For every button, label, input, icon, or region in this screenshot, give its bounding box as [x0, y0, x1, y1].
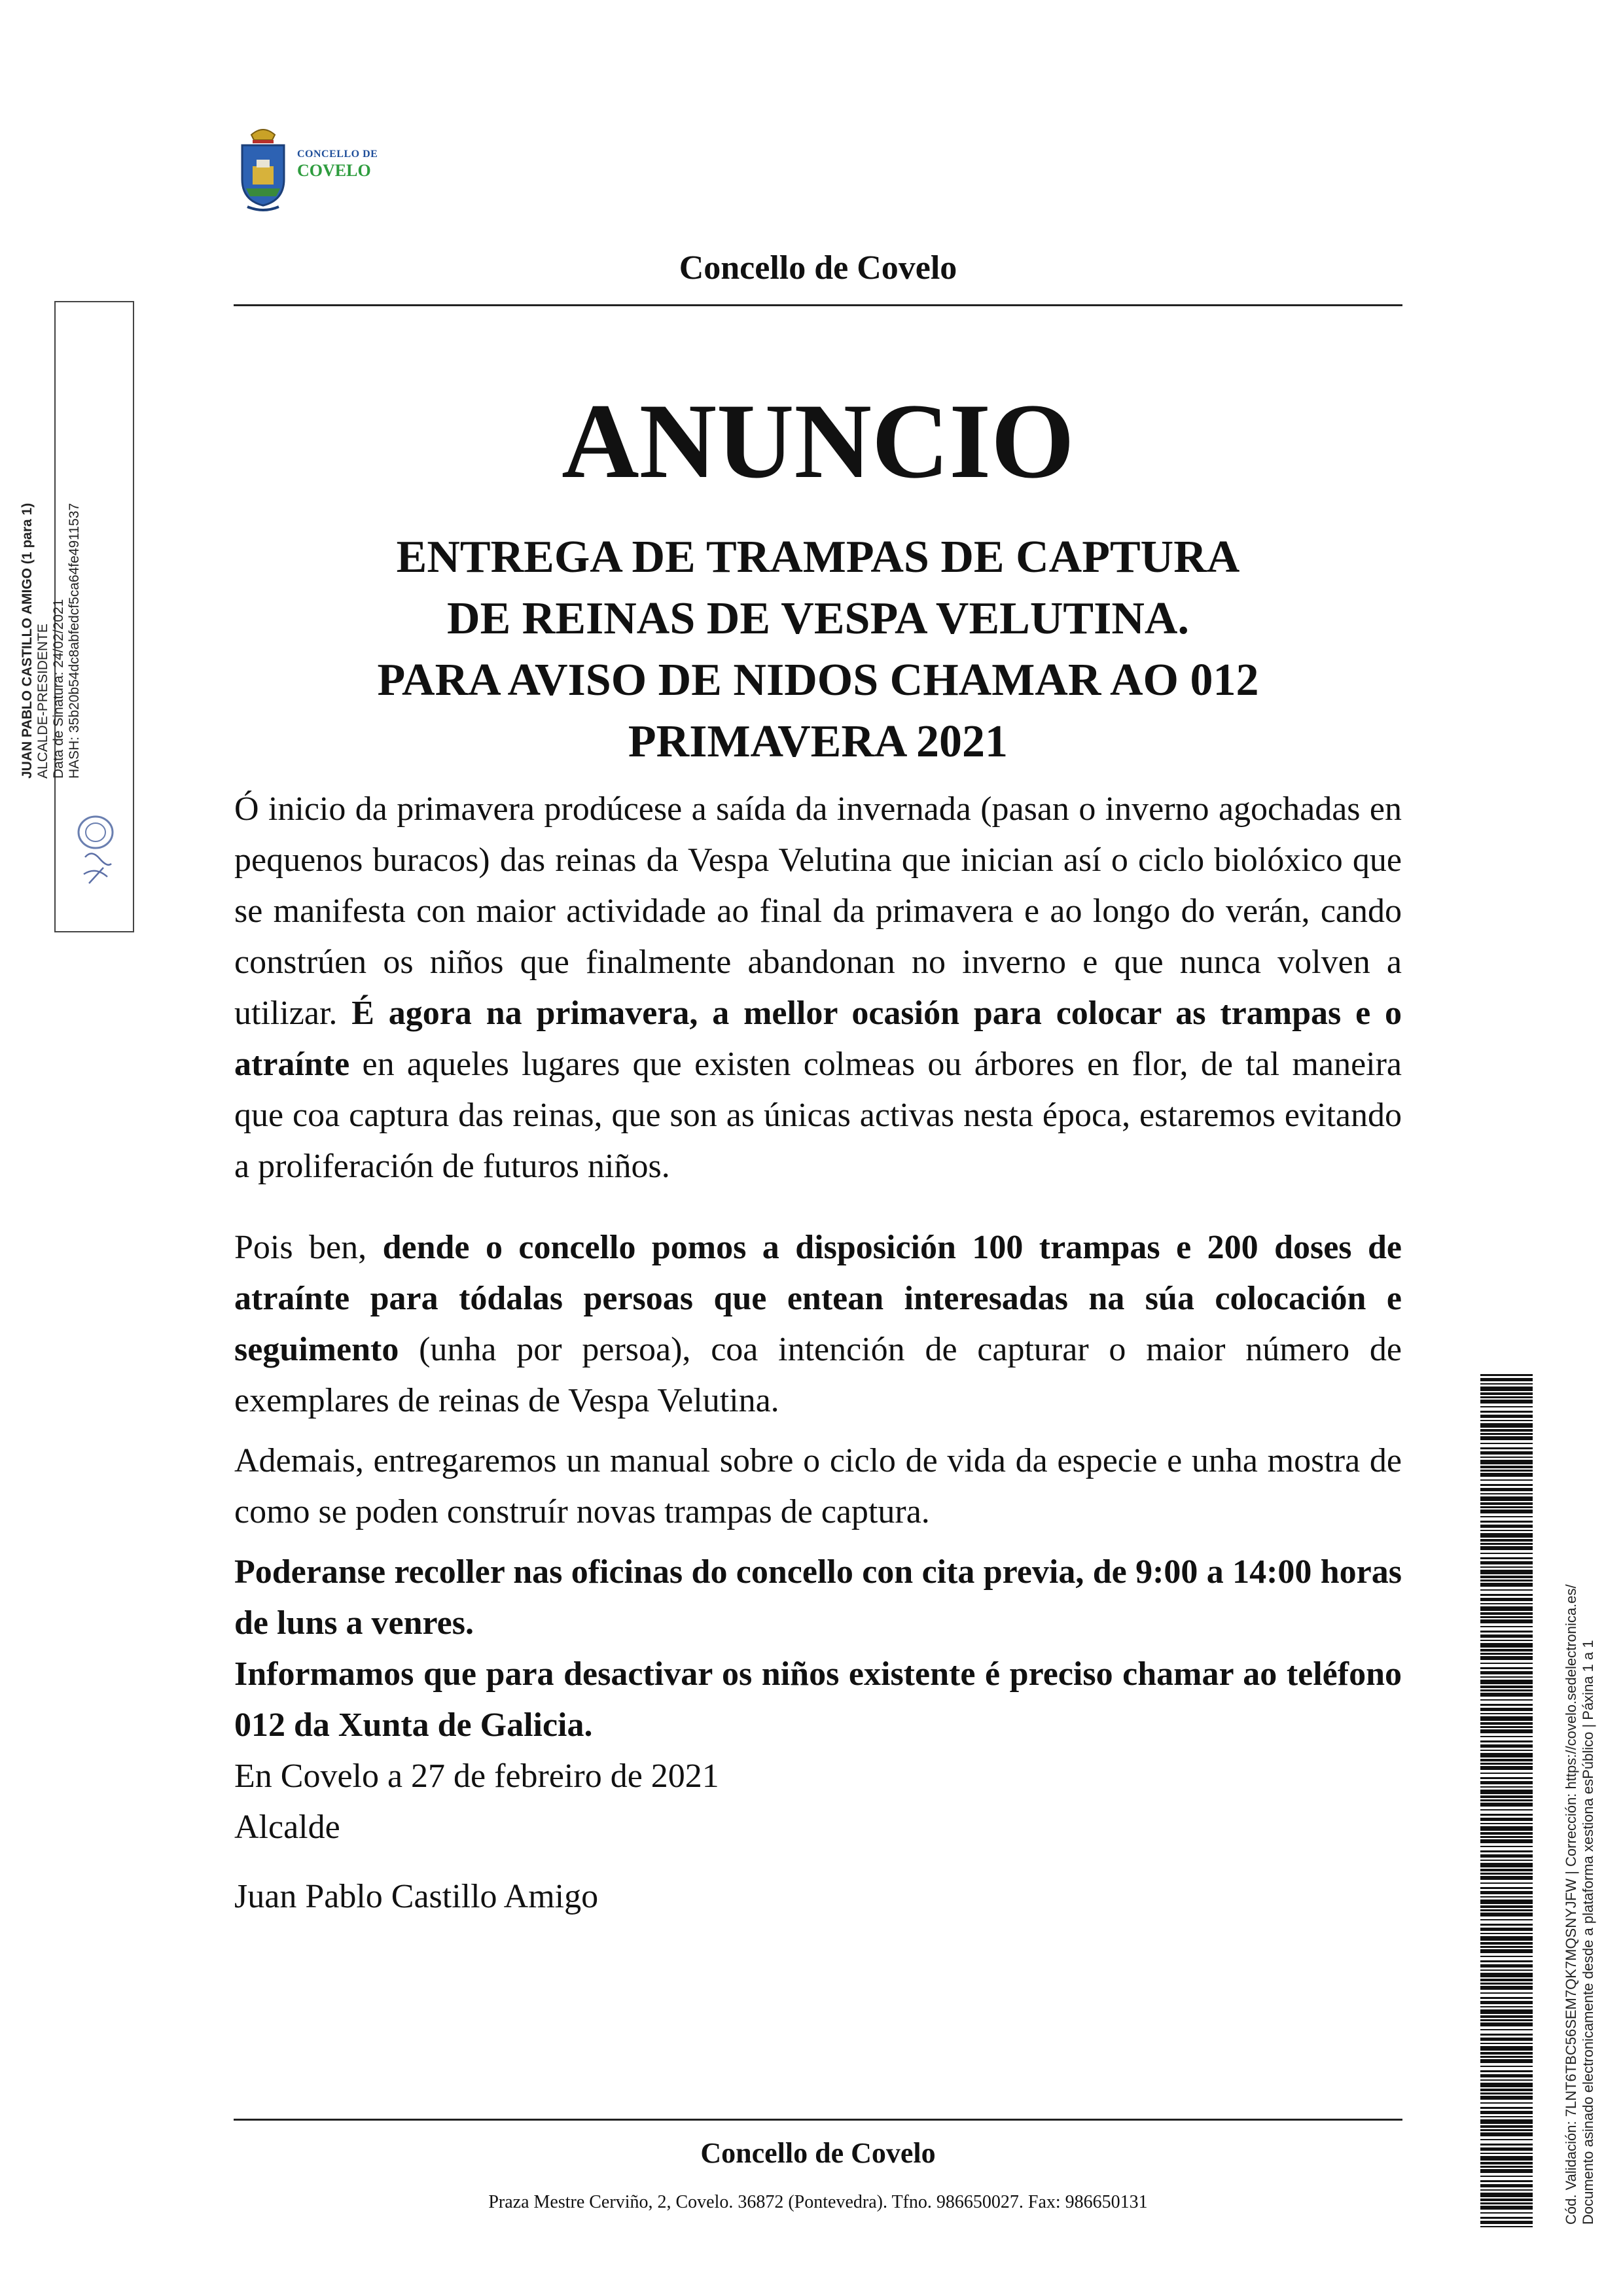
municipality-logo	[237, 123, 387, 215]
subtitle-line: ENTREGA DE TRAMPAS DE CAPTURA	[396, 532, 1240, 582]
text-run-bold: dende o concello pomos a disposición 100 trampas e 200 doses de atraínte para tódalas persoas que entean interesadas na súa colocación e seguimento	[234, 1229, 1402, 1368]
paragraph-offer	[234, 1222, 1402, 1426]
signer-role: Alcalde	[234, 1809, 340, 1846]
paragraph-intro	[234, 784, 1402, 1192]
validation-text	[1563, 1439, 1597, 2225]
footer-title: Concello de Covelo	[700, 2137, 936, 2169]
subtitle-line: PARA AVISO DE NIDOS CHAMAR AO 012	[377, 655, 1259, 705]
subtitle-line: PRIMAVERA 2021	[628, 716, 1008, 767]
paragraph-pickup: Poderanse recoller nas oficinas do concello con cita previa, de 9:00 a 14:00 horas de luns a venres.	[234, 1553, 1402, 1642]
footer-divider	[234, 2119, 1402, 2121]
subtitle-line: DE REINAS DE VESPA VELUTINA.	[447, 593, 1189, 644]
logo-text-line1: CONCELLO DE	[297, 149, 378, 160]
page-title: ANUNCIO	[562, 382, 1075, 501]
date-line: En Covelo a 27 de febreiro de 2021	[234, 1757, 719, 1795]
logo-text-line2: COVELO	[297, 161, 371, 180]
signature-hash: HASH: 35b20b54dc8abfedcf5ca64fe4911537	[67, 503, 82, 779]
text-run: Ó inicio da primavera prodúcese a saída da invernada (pasan o inverno agochadas en pequenos buracos) das reinas da Vespa Velutina que inician así o ciclo biolóxico que se manifesta con maior actividade ao final da primavera e ao longo do verán, cando constrúen os niños que finalmente abandonan no inverno e que nunca volven a utilizar.	[234, 790, 1402, 1032]
validation-platform: Documento asinado electronicamente desde a plataforma xestiona esPúblico | Páxina 1 a 1	[1580, 1640, 1596, 2225]
barcode-icon	[1480, 1374, 1533, 2231]
validation-code: Cód. Validación: 7LNT6TBC56SEM7QK7MQSNYJFW | Corrección: https://covelo.sedelectronica.es/	[1563, 1584, 1579, 2225]
signer-line: JUAN PABLO CASTILLO AMIGO (1 para 1)	[20, 503, 35, 779]
coat-of-arms-icon	[237, 123, 289, 215]
signature-date: Data de Sinatura: 24/02/2021	[51, 599, 66, 779]
signer-position: ALCALDE-PRESIDENTE	[35, 624, 50, 779]
text-run: Pois ben,	[234, 1229, 383, 1266]
signature-details	[20, 425, 82, 779]
footer-address: Praza Mestre Cerviño, 2, Covelo. 36872 (Pontevedra). Tfno. 986650027. Fax: 986650131	[488, 2192, 1148, 2212]
signer-name: Juan Pablo Castillo Amigo	[234, 1878, 599, 1915]
header-divider	[234, 304, 1402, 306]
subtitle	[236, 527, 1400, 773]
paragraph-manual: Ademais, entregaremos un manual sobre o ciclo de vida da especie e unha mostra de como se poden construír novas trampas de captura.	[234, 1442, 1402, 1530]
text-run: (unha por persoa), coa intención de capturar o maior número de exemplares de reinas de Vespa Velutina.	[234, 1331, 1402, 1419]
announcement-body	[234, 784, 1402, 1922]
text-run: en aqueles lugares que existen colmeas ou árbores en flor, de tal maneira que coa captura das reinas, que son as únicas activas nesta época, estaremos evitando a proliferación de futuros niños.	[234, 1046, 1402, 1185]
paragraph-phone: Informamos que para desactivar os niños existente é preciso chamar ao teléfono 012 da Xunta de Galicia.	[234, 1655, 1402, 1744]
text-run-bold: É agora na primavera, a mellor ocasión para colocar as trampas e o atraínte	[234, 995, 1402, 1083]
seal-stamp-icon	[72, 811, 119, 890]
header-title: Concello de Covelo	[679, 249, 957, 287]
